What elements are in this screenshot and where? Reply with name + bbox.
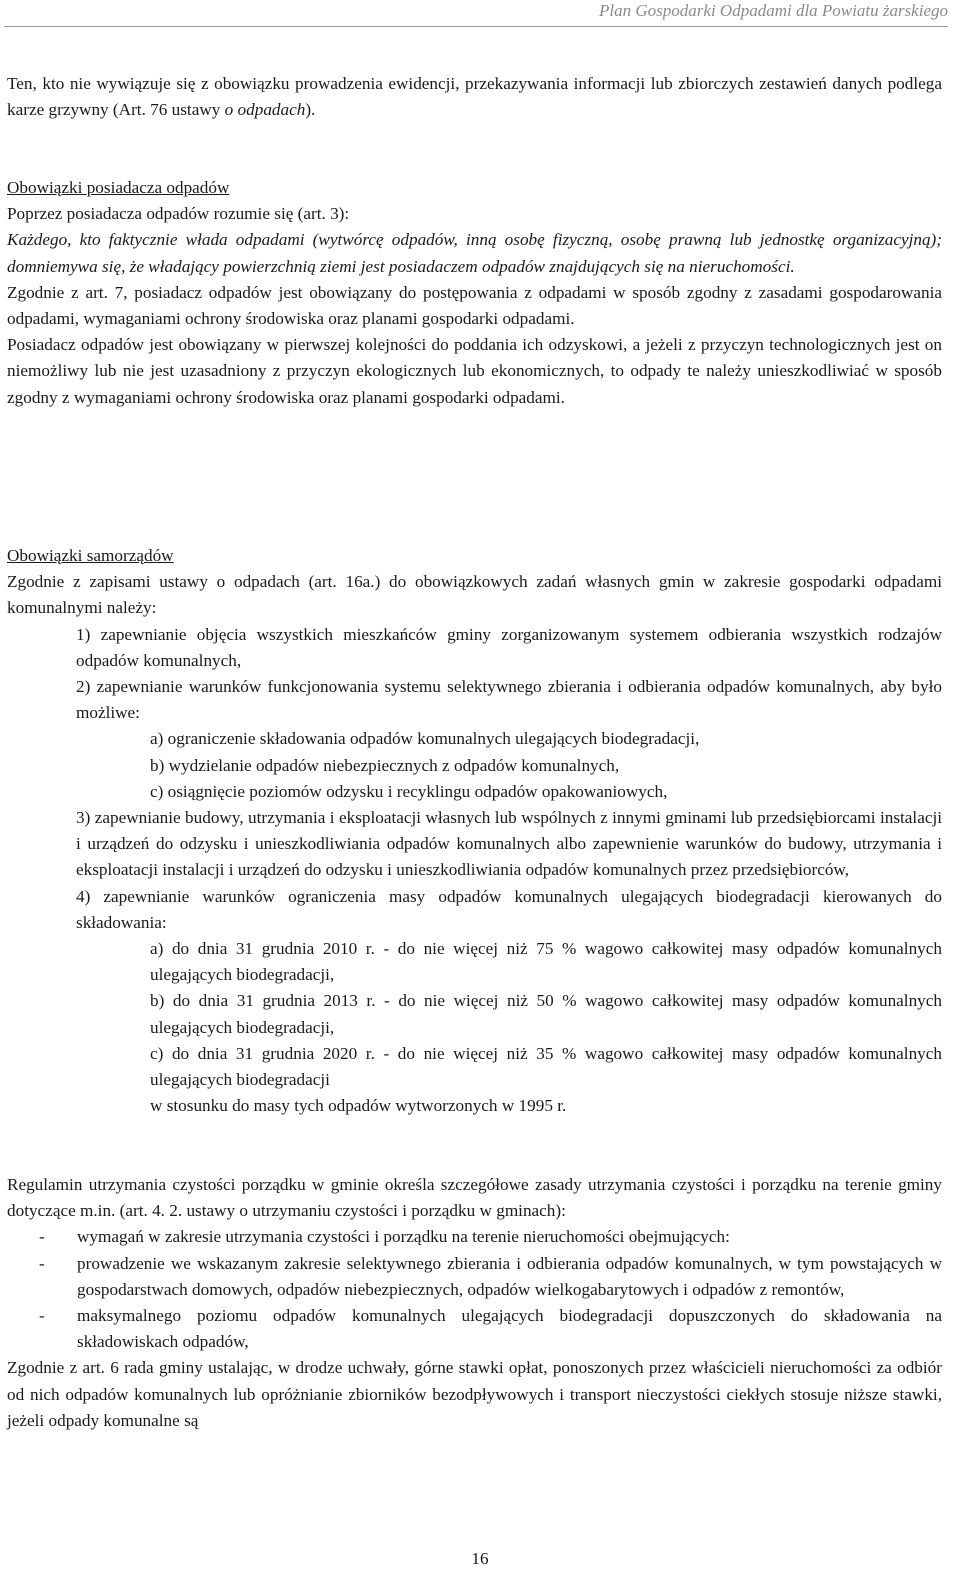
intro-section: [7, 71, 942, 123]
municipal-item-2c: c) osiągnięcie poziomów odzysku i recyklingu odpadów opakowaniowych,: [150, 781, 668, 801]
municipal-item-4c: c) do dnia 31 grudnia 2020 r. - do nie więcej niż 35 % wagowo całkowitej masy odpadów komunalnych ulegających biodegradacji: [150, 1043, 942, 1090]
regulation-item-1: [7, 1224, 942, 1250]
municipal-heading: Obowiązki samorządów: [7, 546, 174, 565]
municipal-item-4d: w stosunku do masy tych odpadów wytworzonych w 1995 r.: [150, 1096, 567, 1116]
municipal-item-2a: a) ograniczenie składowania odpadów komunalnych ulegających biodegradacji,: [150, 729, 700, 749]
intro-italic: o odpadach: [224, 100, 306, 120]
header-rule: [4, 26, 948, 27]
holder-heading: Obowiązki posiadacza odpadów: [7, 178, 230, 197]
intro-end: ).: [305, 100, 316, 120]
regulation-item-text: maksymalnego poziomu odpadów komunalnych ulegających biodegradacji dopuszczonych do składowania na składowiskach odpadów,: [77, 1306, 942, 1352]
municipal-lead: Zgodnie z zapisami ustawy o odpadach (art. 16a.) do obowiązkowych zadań własnych gmin w zakresie gospodarki odpadami komunalnymi należy:: [7, 572, 942, 618]
regulation-section: [7, 1172, 942, 1434]
municipal-item-1: 1) zapewnianie objęcia wszystkich mieszkańców gminy zorganizowanym systemem odbierania wszystkich rodzajów odpadów komunalnych,: [76, 624, 942, 670]
municipal-item-2b: b) wydzielanie odpadów niebezpiecznych z odpadów komunalnych,: [150, 755, 620, 775]
holder-section: [7, 175, 942, 411]
municipal-section: [7, 543, 942, 1119]
dash-bullet: -: [39, 1227, 45, 1247]
intro-paragraph: [7, 71, 942, 123]
municipal-item-4a: a) do dnia 31 grudnia 2010 r. - do nie więcej niż 75 % wagowo całkowitej masy odpadów komunalnych ulegających biodegradacji,: [150, 939, 942, 985]
holder-paragraph-2: Posiadacz odpadów jest obowiązany w pierwszej kolejności do poddania ich odzyskowi, a jeżeli z przyczyn technologicznych jest on niemożliwy lub nie jest uzasadniony z przyczyn ekologicznych lub ekonomicznych, to odpady te należy unieszkodliwiać w sposób zgodny z wymaganiami ochrony środowiska oraz planami gospodarki odpadami.: [7, 335, 942, 407]
holder-definition-lead: Poprzez posiadacza odpadów rozumie się (art. 3):: [7, 204, 350, 224]
holder-definition: Każdego, kto faktycznie włada odpadami (wytwórcę odpadów, inną osobę fizyczną, osobę prawną lub jednostkę organizacyjną); domniemywa się, że władający powierzchnią ziemi jest posiadaczem odpadów znajdujących się na nieruchomości.: [7, 230, 942, 276]
regulation-item-text: wymagań w zakresie utrzymania czystości i porządku na terenie nieruchomości obejmujących:: [77, 1227, 730, 1247]
holder-paragraph-1: Zgodnie z art. 7, posiadacz odpadów jest obowiązany do postępowania z odpadami w sposób zgodny z zasadami gospodarowania odpadami, wymaganiami ochrony środowiska oraz planami gospodarki odpadami.: [7, 282, 942, 329]
dash-bullet: -: [39, 1306, 45, 1326]
regulation-item-2: [7, 1251, 942, 1303]
regulation-item-text: prowadzenie we wskazanym zakresie selektywnego zbierania i odbierania odpadów komunalnych, w tym powstających w gospodarstwach domowych, odpadów niebezpiecznych, odpadów wielkogabarytowych i odpadów z remontów,: [77, 1253, 942, 1299]
regulation-item-3: [7, 1303, 942, 1355]
regulation-lead: Regulamin utrzymania czystości porządku w gminie określa szczegółowe zasady utrzymania czystości i porządku na terenie gminy dotyczące m.in. (art. 4. 2. ustawy o utrzymaniu czystości i porządku w gminach):: [7, 1175, 942, 1221]
municipal-item-3: 3) zapewnianie budowy, utrzymania i eksploatacji własnych lub wspólnych z innymi gminami lub przedsiębiorcami instalacji i urządzeń do odzysku i unieszkodliwiania odpadów komunalnych albo zapewnienie warunków do budowy, utrzymania i eksploatacji instalacji i urządzeń do odzysku i unieszkodliwiania odpadów komunalnych przez przedsiębiorców,: [76, 808, 942, 880]
intro-text: Ten, kto nie wywiązuje się z obowiązku prowadzenia ewidencji, przekazywania informacji lub zbiorczych zestawień danych podlega karze grzywny (Art. 76 ustawy: [7, 74, 942, 120]
municipal-item-4: 4) zapewnianie warunków ograniczenia masy odpadów komunalnych ulegających biodegradacji kierowanych do składowania:: [76, 886, 942, 932]
municipal-item-4b: b) do dnia 31 grudnia 2013 r. - do nie więcej niż 50 % wagowo całkowitej masy odpadów komunalnych ulegających biodegradacji,: [150, 991, 942, 1037]
dash-bullet: -: [39, 1253, 45, 1273]
municipal-item-2: 2) zapewnianie warunków funkcjonowania systemu selektywnego zbierania i odbierania odpadów komunalnych, aby było możliwe:: [76, 677, 942, 723]
running-header: Plan Gospodarki Odpadami dla Powiatu żarskiego: [599, 1, 948, 20]
regulation-closing: Zgodnie z art. 6 rada gminy ustalając, w drodze uchwały, górne stawki opłat, ponoszonych przez właścicieli nieruchomości za odbiór od nich odpadów komunalnych lub opróżnianie zbiorników bezodpływowych i transport nieczystości ciekłych stosuje niższe stawki, jeżeli odpady komunalne są: [7, 1358, 942, 1430]
page-number: 16: [471, 1549, 489, 1568]
